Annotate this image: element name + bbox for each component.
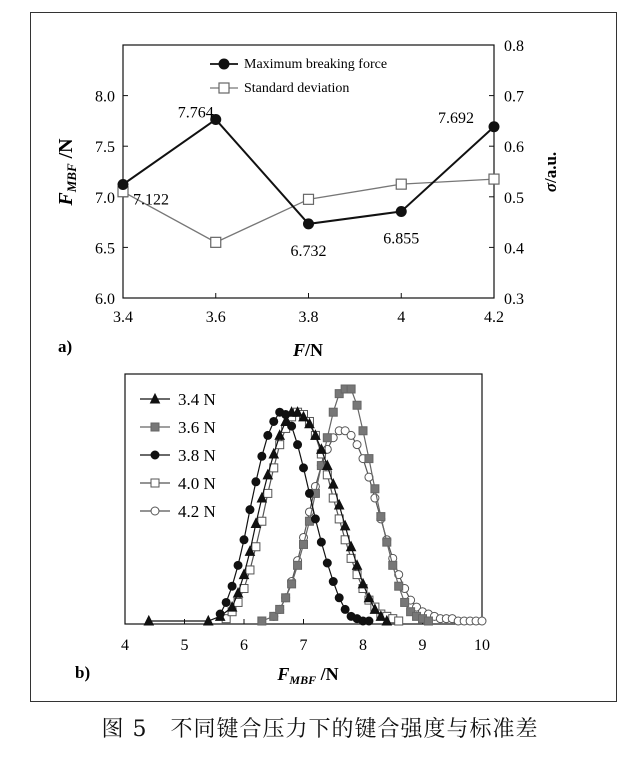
legend-b-label: 3.4 N [178, 390, 216, 409]
chart-a-data-label: 7.764 [177, 104, 214, 122]
series-b-point [424, 617, 432, 625]
legend-b-label: 4.2 N [178, 502, 216, 521]
series-b-point [252, 543, 260, 551]
chart-a-y2tick-label: 0.4 [504, 240, 524, 258]
legend-a-mbf-label: Maximum breaking force [244, 57, 388, 72]
series-b-point [258, 617, 266, 625]
legend-b-label: 3.6 N [178, 418, 216, 437]
series-b-point [371, 485, 379, 493]
chart-b-legend [140, 390, 216, 521]
chart-b-panel-label: b) [75, 663, 91, 682]
series-b-point [389, 561, 397, 569]
series-a-mbf-line [123, 119, 494, 223]
legend-b-label: 4.0 N [178, 474, 216, 493]
series-a-sd-point [396, 179, 406, 189]
legend-b-marker [151, 423, 159, 431]
chart-a [55, 38, 560, 360]
series-b-point [335, 594, 343, 602]
series-b-point [216, 610, 224, 618]
series-b-line [274, 431, 482, 621]
chart-a-xtick-label: 3.6 [205, 309, 226, 326]
series-b-point [246, 506, 254, 514]
chart-b-xtick-label: 8 [359, 637, 367, 654]
legend-b-marker [151, 479, 159, 487]
chart-a-xtick-label: 4.2 [484, 309, 504, 326]
series-b-point [264, 489, 272, 497]
chart-a-ytick-label: 7.5 [95, 139, 115, 157]
chart-a-series [118, 114, 500, 247]
series-b-point [240, 536, 248, 544]
series-b-point [383, 538, 391, 546]
chart-b-xtick-label: 7 [299, 637, 308, 654]
figure-caption: 图 5 不同键合压力下的键合强度与标准差 [101, 717, 539, 742]
series-b-point [270, 417, 278, 425]
series-b-point [329, 408, 337, 416]
chart-a-y2tick-label: 0.3 [504, 291, 524, 308]
series-a-mbf-point [118, 179, 129, 190]
chart-b-xtick-label: 10 [474, 637, 490, 654]
chart-a-data-label: 7.692 [438, 109, 474, 127]
chart-a-y2tick-label: 0.7 [504, 88, 524, 106]
series-b-4-2-N [270, 427, 486, 625]
chart-a-data-label: 6.855 [383, 230, 420, 248]
chart-b-xtick-label: 5 [180, 637, 189, 654]
svg-text:σ/a.u.: σ/a.u. [541, 151, 560, 193]
series-b-point [311, 515, 319, 523]
chart-a-ytick-label: 8.0 [95, 88, 115, 106]
series-b-point [341, 605, 349, 613]
series-b-point [323, 559, 331, 567]
series-b-point [282, 411, 290, 419]
chart-a-legend [210, 57, 387, 96]
chart-a-data-labels [133, 104, 474, 259]
series-b-point [365, 617, 373, 625]
series-a-sd-point [489, 174, 499, 184]
series-b-point [252, 478, 260, 486]
series-a-sd-point [211, 237, 221, 247]
series-a-mbf-point [489, 121, 500, 132]
chart-a-y2tick-label: 0.8 [504, 38, 524, 55]
svg-text:FMBF /N: $F_{MBF}$ /N [55, 138, 79, 206]
series-a-mbf-point [303, 218, 314, 229]
series-b-point [276, 605, 284, 613]
chart-a-panel-label: a) [58, 337, 73, 356]
series-b-point [288, 580, 296, 588]
series-b-point [353, 401, 361, 409]
series-b-point [258, 452, 266, 460]
chart-a-ytick-label: 6.0 [95, 291, 115, 308]
series-b-point [323, 434, 331, 442]
chart-a-xtick-label: 4 [397, 309, 406, 326]
chart-a-y2tick-label: 0.5 [504, 189, 524, 207]
chart-a-y2tick-label: 0.6 [504, 139, 524, 157]
chart-b-xtick-label: 9 [418, 637, 427, 654]
legend-b-marker [151, 507, 159, 515]
series-b-point [353, 441, 361, 449]
series-a-sd-line [123, 179, 494, 242]
chart-a-xlabel: F/N [292, 340, 324, 360]
series-b-point [317, 538, 325, 546]
chart-a-data-label: 6.732 [290, 242, 327, 260]
series-b-point [359, 427, 367, 435]
legend-b-marker [151, 451, 159, 459]
chart-a-xtick-label: 3.8 [298, 309, 319, 326]
series-b-point [228, 582, 236, 590]
series-b-point [365, 455, 373, 463]
series-b-point [246, 566, 254, 574]
series-b-point [294, 561, 302, 569]
series-b-point [234, 561, 242, 569]
legend-b-label: 3.8 N [178, 446, 216, 465]
chart-a-ylabel [55, 138, 79, 207]
series-b-point [294, 441, 302, 449]
series-b-point [300, 540, 308, 548]
series-b-point [395, 617, 403, 625]
chart-a-data-label: 7.122 [133, 191, 169, 209]
chart-a-ytick-label: 7.0 [95, 189, 115, 207]
series-b-point [401, 598, 409, 606]
series-b-point [282, 594, 290, 602]
legend-a-sd-label: Standard deviation [244, 81, 350, 96]
chart-a-xtick-label: 3.4 [113, 309, 133, 326]
series-b-point [240, 585, 248, 593]
series-b-point [329, 578, 337, 586]
series-b-point [395, 582, 403, 590]
series-b-point [222, 598, 230, 606]
series-b-point [288, 422, 296, 430]
chart-b-xlabel: $F_{MBF}$ /N [277, 664, 339, 687]
series-b-point [377, 513, 385, 521]
series-a-mbf-point [396, 206, 407, 217]
chart-b-xtick-label: 4 [121, 637, 129, 654]
legend-a-mbf-marker [219, 59, 230, 70]
chart-a-ytick-label: 6.5 [95, 240, 115, 258]
series-a-sd-point [304, 194, 314, 204]
series-b-point [347, 431, 355, 439]
legend-a-sd-marker [219, 83, 229, 93]
chart-a-y2label [541, 152, 560, 192]
series-b-point [478, 617, 486, 625]
series-b-point [300, 464, 308, 472]
series-b-point [305, 489, 313, 497]
chart-b [75, 374, 490, 687]
series-b-point [264, 431, 272, 439]
chart-b-xtick-label: 6 [240, 637, 248, 654]
series-b-point [347, 385, 355, 393]
